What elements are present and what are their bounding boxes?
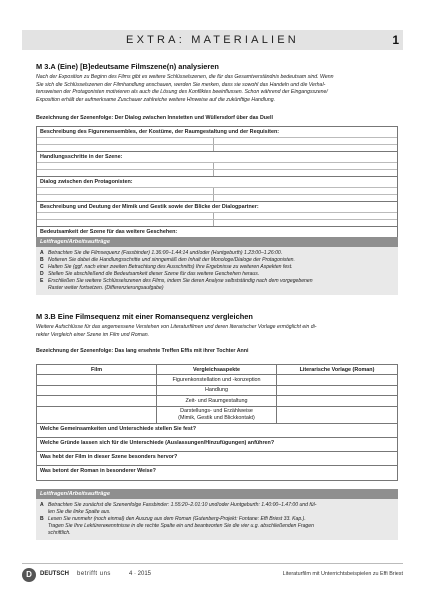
question-row: Welche Gemeinsamkeiten und Unterschiede stellen Sie fest? [37,424,397,438]
aspect-label: Figurenkonstellation und -konzeption [172,376,261,383]
col-header-aspects: Vergleichsaspekte [157,365,277,374]
analysis-table [36,126,398,252]
header-title: EXTRA: MATERIALIEN [126,34,299,46]
intro-line: Nach der Exposition zu Beginn des Films gibt es weitere Schlüsselszenen, die für das Gesamtverständnis bedeutsam sind. Wenn [36,74,334,80]
question-row: Was hebt der Film in dieser Szene besonders hervor? [37,452,397,466]
answer-field[interactable] [37,162,397,169]
task-letter: B [40,257,44,263]
film-cell[interactable] [37,407,157,423]
novel-cell[interactable] [277,386,397,396]
task-letter: D [40,271,44,277]
row-label: Beschreibung und Deutung der Mimik und Gestik sowie der Blicke der Dialogpartner: [40,204,259,210]
row-label: Beschreibung des Figurenensembles, der Kostüme, der Raumgestaltung und der Requisiten: [40,129,280,135]
task-item [36,257,398,264]
row-label: Bedeutsamkeit der Szene für das weitere Geschehen: [40,229,178,235]
table-header-row [37,365,397,375]
film-cell[interactable] [37,375,157,385]
page-header [22,30,403,50]
task-text: Stellen Sie abschließend die Bedeutsamkeit dieser Szene für das weitere Geschehen heraus. [48,271,260,277]
aspect-cell [157,375,277,385]
novel-cell[interactable] [277,407,397,423]
tasks-heading: Leitfragen/Arbeitsaufträge [36,489,398,499]
question-row: Welche Gründe lassen sich für die Unterschiede (Auslassungen/Hinzufügungen) anführen? [37,438,397,452]
table-row [37,177,397,202]
task-text: Raster weiter fortsetzen. (Differenzierungsaufgabe) [48,285,164,291]
section-b-scene-label: Bezeichnung der Szenenfolge: Das lang ersehnte Treffen Effis mit ihrer Tochter Anni [36,348,249,354]
answer-field[interactable] [37,212,397,219]
answer-field[interactable] [37,137,397,144]
answer-field[interactable] [37,187,397,194]
novel-cell[interactable] [277,375,397,385]
task-text: Halten Sie (ggf. nach einer zweiten Betrachtung des Ausschnitts) Ihre Ergebnisse zu weiteren Aspekten fest. [48,264,293,270]
task-text: Notieren Sie dabei die Handlungsschritte und sinngemäß den Inhalt der Monologe/Dialoge der Protagonisten. [48,257,295,263]
aspect-label: (Mimik, Gestik und Blickkontakt) [178,414,255,421]
answer-field[interactable] [37,144,397,151]
tasks-box-a [36,237,398,295]
answer-field[interactable] [37,169,397,176]
row-label: Handlungsschritte in der Szene: [40,154,123,160]
section-b-intro [36,324,398,339]
section-a-title: M 3.A (Eine) [B]edeutsame Filmszene(n) analysieren [36,62,219,71]
table-row [37,386,397,397]
task-letter: E [40,278,44,284]
task-item [36,516,398,537]
tasks-heading: Leitfragen/Arbeitsaufträge [36,237,398,247]
question-row: Was betont der Roman in besonderer Weise? [40,467,156,474]
col-header-novel: Literarische Vorlage (Roman) [299,367,375,373]
aspect-cell [157,396,277,406]
task-text: Erschließen Sie weitere Schlüsselszenen des Films, indem Sie deren Analyse selbstständig nach dem vorgegebenen [48,278,313,284]
intro-line: Sie sich die Schlüsselszenen der Filmhandlung anschauen, werden Sie merken, dass sie sowohl das Handeln und die Verhal- [36,81,326,88]
task-item [36,250,398,257]
task-text: Betrachten Sie zunächst die Szenenfolge Fassbinder: 1.55:20–2.01:10 und/oder Huntgeburth: 1.40:00–1.47:00 und fül- [48,502,317,508]
table-row [37,407,397,424]
task-letter: B [40,516,44,522]
section-a-scene-label: Bezeichnung der Szenenfolge: Der Dialog zwischen Innstetten und Wüllersdorf über das Duell [36,115,273,121]
comparison-table [36,364,398,481]
novel-cell[interactable] [277,396,397,406]
task-item [36,502,398,516]
task-letter: C [40,264,44,270]
intro-line: Exposition erhält der aufmerksame Zuschauer zahlreiche weitere Hinweise auf die zukünftige Handlung. [36,96,276,103]
footer-divider [22,563,403,564]
task-text: len Sie die linke Spalte aus. [48,509,111,515]
film-cell[interactable] [37,386,157,396]
task-text: Lesen Sie nunmehr (noch einmal) den Auszug aus dem Roman (Gutenberg-Projekt: Fontane: Effi Briest 33. Kap.). [48,516,306,522]
section-a-intro [36,74,398,104]
footer-issue: betrifft uns [77,571,111,577]
col-header-film: Film [37,365,157,374]
table-row [37,375,397,386]
page-number: 1 [392,33,399,47]
aspect-cell [157,407,277,423]
film-cell[interactable] [37,396,157,406]
task-text: Betrachten Sie die Filmsequenz (Fassbinder) 1.36:00–1.44:14 und/oder (Huntgeburth) 1.23:00–1.26:00. [48,250,283,256]
table-row [37,396,397,407]
tasks-box-b [36,489,398,540]
task-letter: A [40,250,44,256]
deutsch-logo: D [22,568,36,582]
answer-field[interactable] [37,194,397,201]
task-item [36,271,398,278]
table-row [37,127,397,152]
intro-line: Weitere Aufschlüsse für das angemessene Verstehen von Literaturfilmen und deren literarischer Vorlage ermöglicht ein di- [36,324,317,330]
task-letter: A [40,502,44,508]
intro-line: rekter Vergleich einer Szene im Film und Roman. [36,331,150,338]
footer-brand: DEUTSCH [40,571,70,577]
task-item [36,264,398,271]
aspect-cell [157,386,277,396]
table-row [37,202,397,227]
row-label: Dialog zwischen den Protagonisten: [40,179,133,185]
table-row [37,152,397,177]
task-text: schriftlich. [48,530,71,536]
aspect-label: Darstellungs- und Erzählweise [180,408,253,414]
footer-topic: Literaturfilm mit Unterrichtsbeispielen zu Effi Briest [282,571,403,577]
aspect-label: Zeit- und Raumgestaltung [185,397,248,404]
aspect-label: Handlung [204,387,229,393]
answer-field[interactable] [37,219,397,226]
task-text: Tragen Sie Ihre Lektürereкenntnisse in die rechte Spalte ein und beantworten Sie die vier u.g. abschließenden Fragen [48,523,314,529]
task-item [36,278,398,292]
section-b-title: M 3.B Eine Filmsequenz mit einer Romansequenz vergleichen [36,312,253,321]
intro-line: tensweisen der Protagonisten motivieren als auch die Lösung des Konfliktes beeinflussen. Schon während der Eingangsszene/ [36,89,328,96]
footer-issue-number: 4 · 2015 [129,571,152,577]
